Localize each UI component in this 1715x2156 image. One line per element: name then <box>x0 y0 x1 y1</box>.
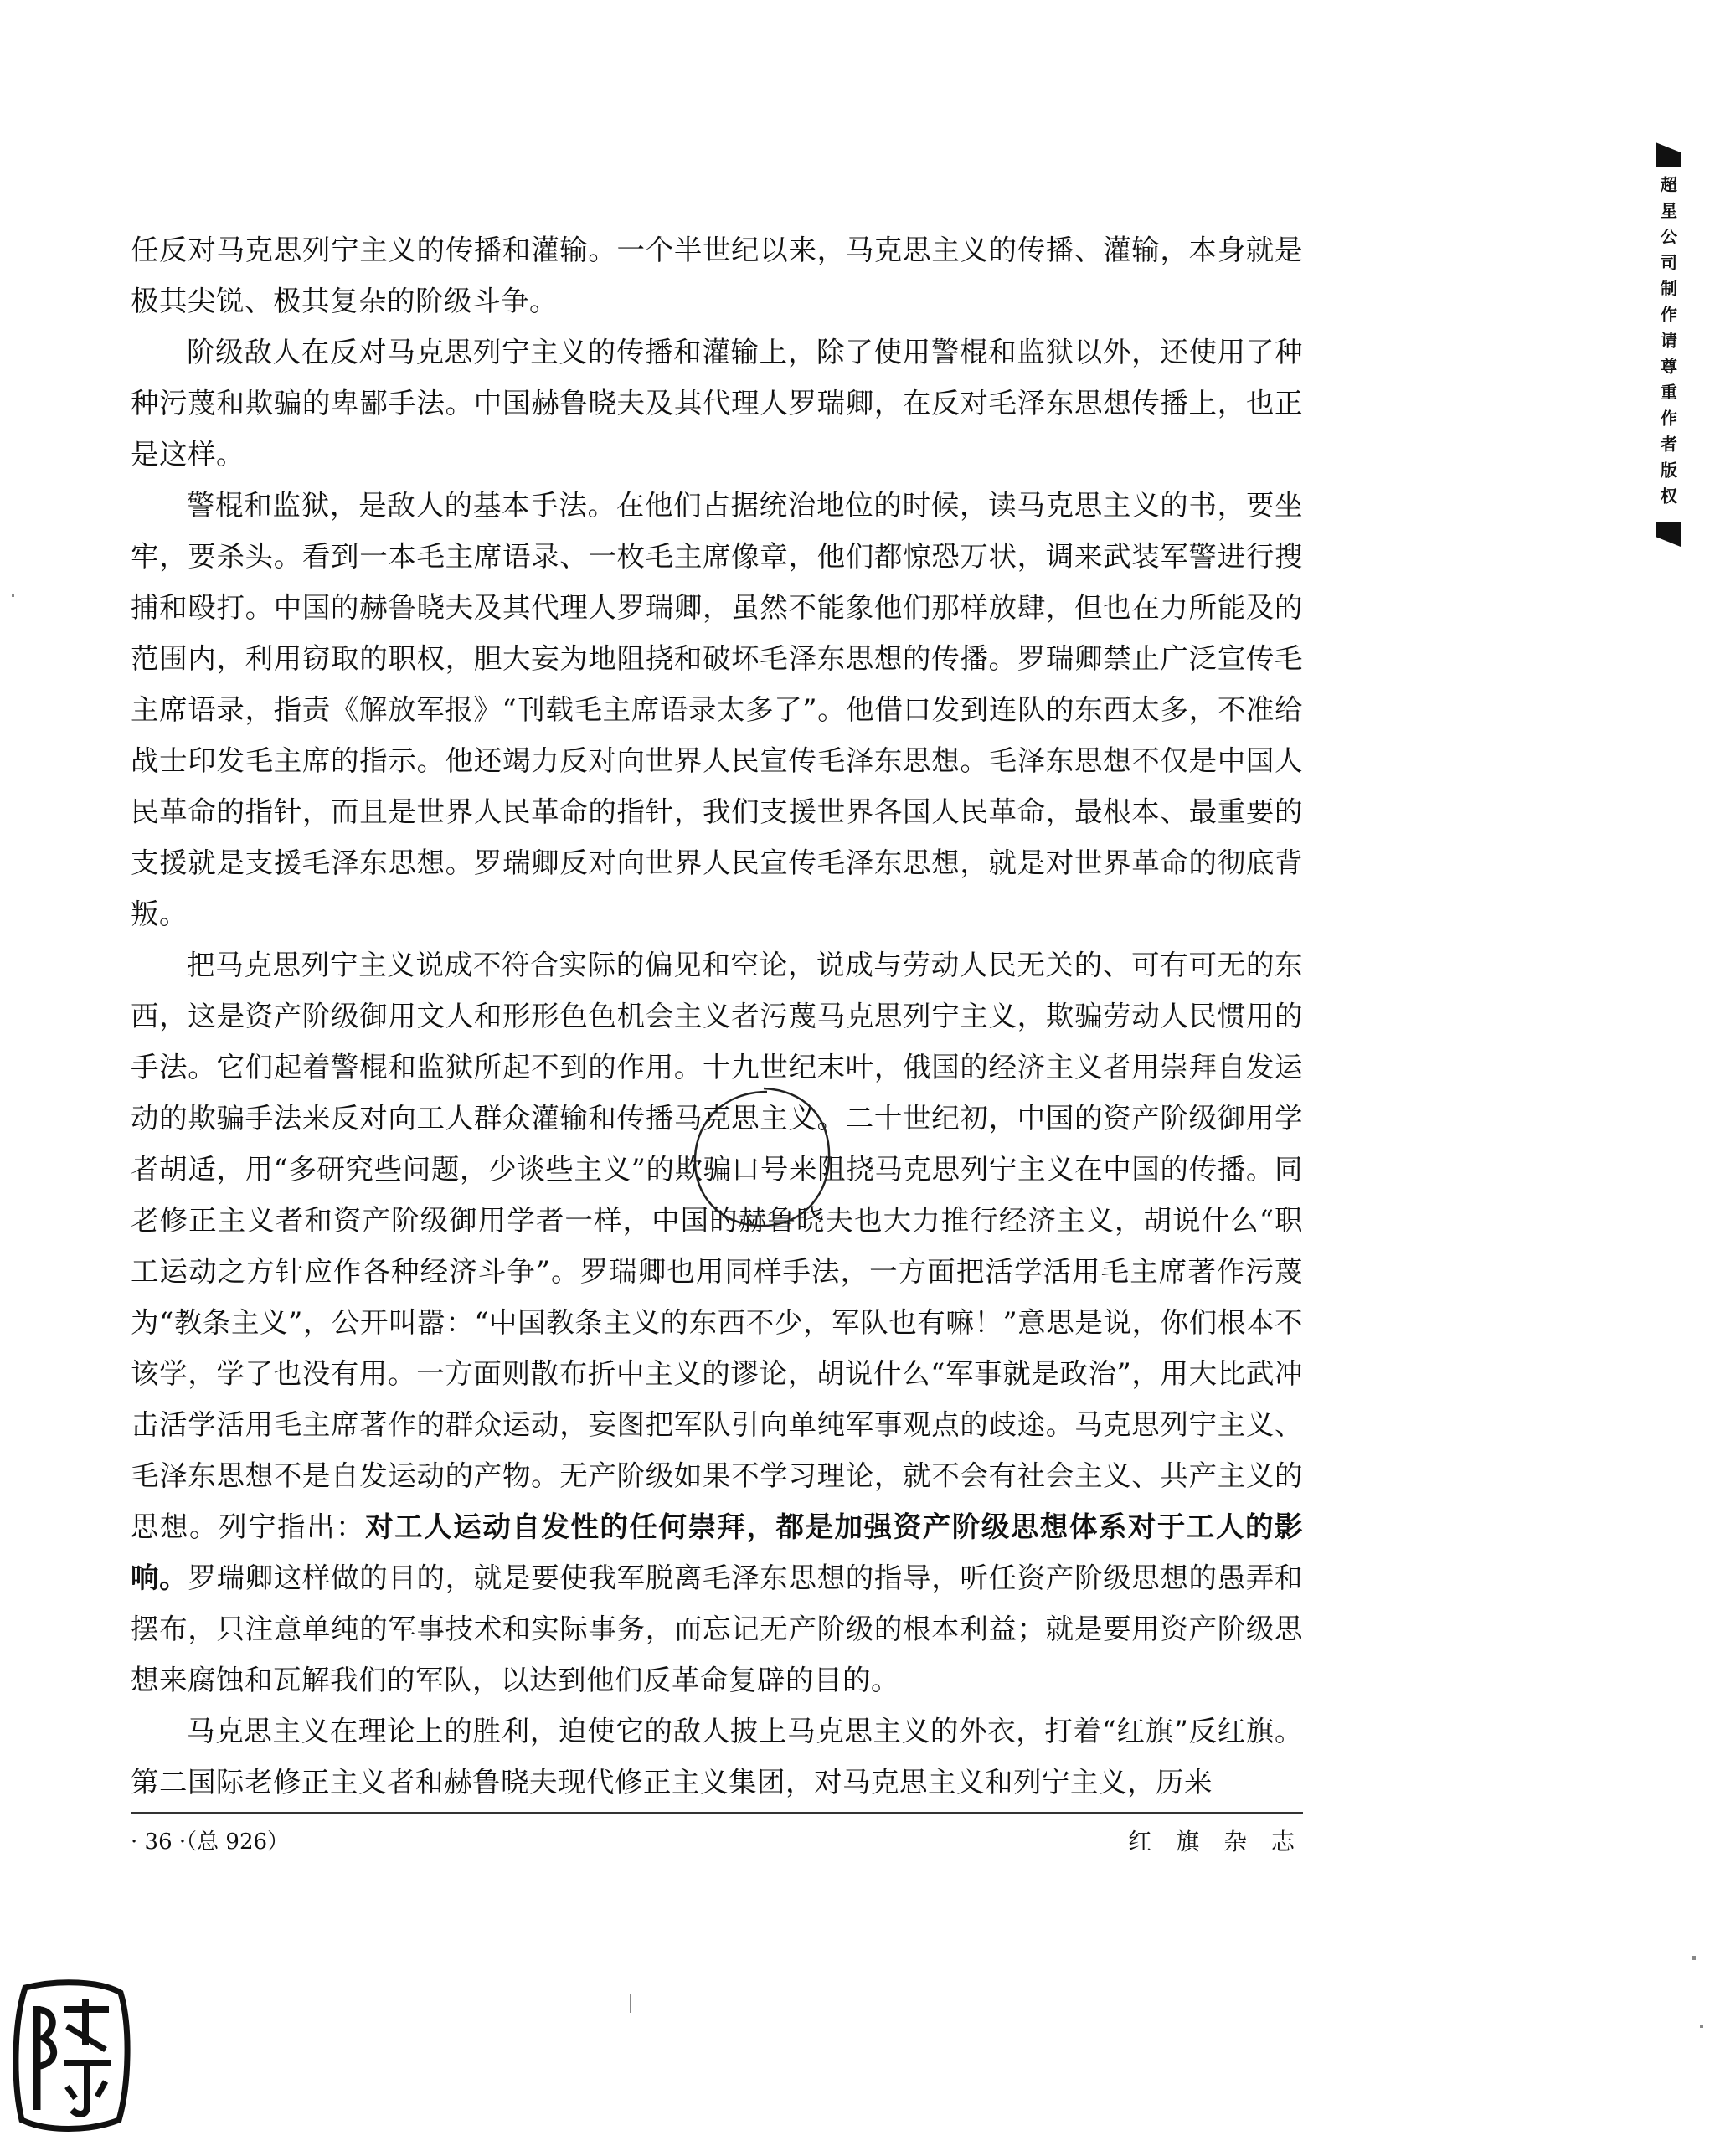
paragraph: 警棍和监狱，是敌人的基本手法。在他们占据统治地位的时候，读马克思主义的书，要坐牢，要杀头。看到一本毛主席语录、一枚毛主席像章，他们都惊恐万状，调来武装军警进行搜捕和殴打。中国的赫鲁晓夫及其代理人罗瑞卿，虽然不能象他们那样放肆，但也在力所能及的范围内，利用窃取的职权，胆大妄为地阻挠和破坏毛泽东思想的传播。罗瑞卿禁止广泛宣传毛主席语录，指责《解放军报》“刊载毛主席语录太多了”。他借口发到连队的东西太多，不准给战士印发毛主席的指示。他还竭力反对向世界人民宣传毛泽东思想。毛泽东思想不仅是中国人民革命的指针，而且是世界人民革命的指针，我们支援世界各国人民革命，最根本、最重要的支援就是支援毛泽东思想。罗瑞卿反对向世界人民宣传毛泽东思想，就是对世界革命的彻底背叛。 <box>131 489 1303 930</box>
paragraph: 马克思主义在理论上的胜利，迫使它的敌人披上马克思主义的外衣，打着“红旗”反红旗。第二国际老修正主义者和赫鲁晓夫现代修正主义集团，对马克思主义和列宁主义，历来 <box>131 1715 1303 1798</box>
paragraph-text: 把马克思列宁主义说成不符合实际的偏见和空论，说成与劳动人民无关的、可有可无的东西，这是资产阶级御用文人和形形色色机会主义者污蔑马克思列宁主义，欺骗劳动人民惯用的手法。它们起着警棍和监狱所起不到的作用。十九世纪末叶，俄国的经济主义者用崇拜自发运动的欺骗手法来反对向工人群众灌输和传播马克思主义。二十世纪初，中国的资产阶级御用学者胡适，用“多研究些问题，少谈些主义”的欺骗口号来阻挠马克思列宁主义在中国的传播。同老修正主义者和资产阶级御用学者一样，中国的赫鲁晓夫也大力推行经济主义，胡说什么“职工运动之方针应作各种经济斗争”。罗瑞卿也用同样手法，一方面把活学活用毛主席著作污蔑为“教条主义”，公开叫嚣：“中国教条主义的东西不少，军队也有嘛！”意思是说，你们根本不该学，学了也没有用。一方面则散布折中主义的谬论，胡说什么“军事就是政治”，用大比武冲击活学活用毛主席著作的群众运动，妄图把军队引向单纯军事观点的歧途。马克思列宁主义、毛泽东思想不是自发运动的产物。无产阶级如果不学习理论，就不会有社会主义、共产主义的思想。列宁指出： <box>131 949 1303 1543</box>
scan-speck <box>1692 1956 1696 1960</box>
journal-name: 红 旗 杂 志 <box>1128 1828 1303 1855</box>
lenin-quote-bold: 对工人运动自发性的任何崇拜，都是加强资产阶级思想体系对于工人的影响。 <box>131 1510 1304 1594</box>
page-number: · 36 ·（总 926） <box>131 1829 290 1855</box>
scan-speck <box>1700 2025 1703 2028</box>
paragraph-text: 罗瑞卿这样做的目的，就是要使我军脱离毛泽东思想的指导，听任资产阶级思想的愚弄和摆布，只注意单纯的军事技术和实际事务，而忘记无产阶级的根本利益；就是要用资产阶级思想来腐蚀和瓦解我们的军队，以达到他们反革命复辟的目的。 <box>131 1562 1304 1696</box>
paragraph: 阶级敌人在反对马克思列宁主义的传播和灌输上，除了使用警棍和监狱以外，还使用了种种污蔑和欺骗的卑鄙手法。中国赫鲁晓夫及其代理人罗瑞卿，在反对毛泽东思想传播上，也正是这样。 <box>131 336 1303 471</box>
pen-circle-mark <box>687 1083 837 1234</box>
footer-rule <box>131 1812 1303 1814</box>
article-body <box>131 224 1303 1808</box>
side-notice-bottom-bar <box>1656 522 1681 547</box>
side-notice-top-bar <box>1656 142 1681 167</box>
page-footer <box>131 1824 1303 1860</box>
side-copyright-notice <box>1651 142 1685 547</box>
seal-stamp-icon <box>8 1976 134 2135</box>
scan-speck <box>12 594 14 597</box>
scan-speck <box>630 1994 631 2013</box>
paragraph <box>131 939 1303 1706</box>
side-notice-text: 超星公司制作请尊重作者版权 <box>1657 176 1678 513</box>
paragraph-continuation: 任反对马克思列宁主义的传播和灌输。一个半世纪以来，马克思主义的传播、灌输，本身就是极其尖锐、极其复杂的阶级斗争。 <box>131 234 1303 317</box>
